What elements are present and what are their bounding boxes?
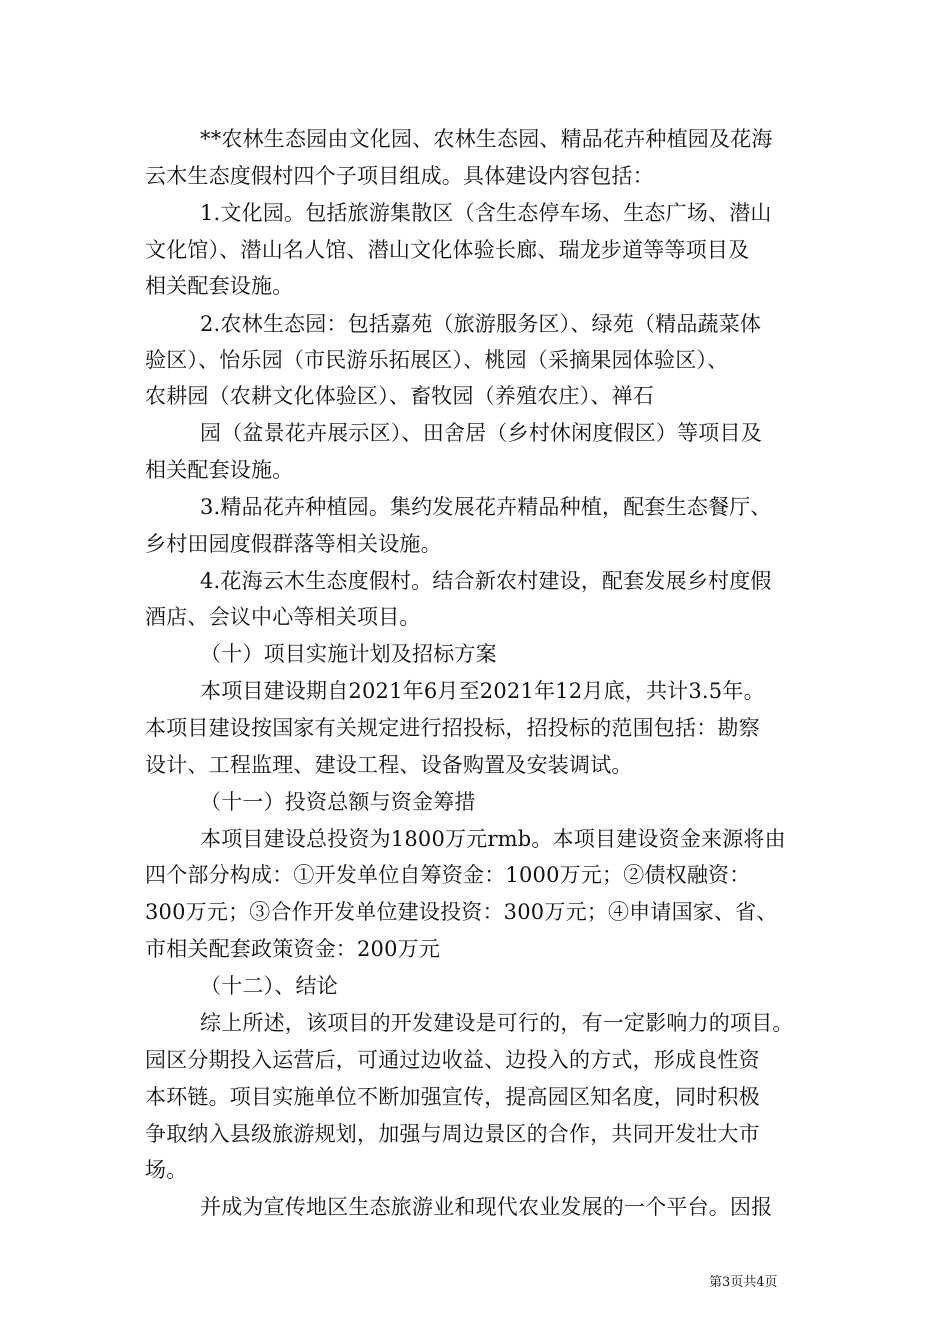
text-line-3: 1.文化园。包括旅游集散区（含生态停车场、生态广场、潜山 [200,201,772,225]
text-line-8: 农耕园（农耕文化体验区）、畜牧园（养殖农庄）、禅石 [145,384,654,408]
text-line-23: 市相关配套政策资金：200万元 [145,937,441,961]
text-line-26: 园区分期投入运营后，可通过边收益、边投入的方式，形成良性资 [145,1048,760,1072]
section-heading-10: （十）项目实施计划及招标方案 [200,642,497,666]
section-heading-11: （十一）投资总额与资金筹措 [200,790,476,814]
text-line-2: 云木生态度假村四个子项目组成。具体建设内容包括： [145,164,654,188]
text-line-14: 酒店、会议中心等相关项目。 [145,605,421,629]
text-line-4: 文化馆）、潜山名人馆、潜山文化体验长廊、瑞龙步道等等项目及 [145,238,750,262]
text-line-6: 2.农林生态园：包括嘉苑（旅游服务区）、绿苑（精品蔬菜体 [200,312,762,336]
text-line-11: 3.精品花卉种植园。集约发展花卉精品种植，配套生态餐厅、 [200,495,772,519]
text-line-21: 四个部分构成：①开发单位自筹资金：1000万元；②债权融资： [145,863,751,887]
text-line-27: 本环链。项目实施单位不断加强宣传，提高园区知名度，同时积极 [145,1085,760,1109]
text-line-1: **农林生态园由文化园、农林生态园、精品花卉种植园及花海 [200,127,773,151]
text-line-20: 本项目建设总投资为1800万元rmb。本项目建设资金来源将由 [200,827,786,851]
text-line-9: 园（盆景花卉展示区）、田舍居（乡村休闲度假区）等项目及 [200,421,762,445]
text-line-16: 本项目建设期自2021年6月至2021年12月底，共计3.5年。 [200,679,765,703]
text-line-29: 场。 [145,1158,188,1182]
text-line-30: 并成为宣传地区生态旅游业和现代农业发展的一个平台。因报 [200,1195,773,1219]
text-line-28: 争取纳入县级旅游规划，加强与周边景区的合作，共同开发壮大市 [145,1122,760,1146]
text-line-25: 综上所述，该项目的开发建设是可行的，有一定影响力的项目。 [200,1011,794,1035]
page-number-footer: 第3页共4页 [709,1275,778,1290]
section-heading-12: （十二）、结论 [200,974,338,998]
text-line-13: 4.花海云木生态度假村。结合新农村建设，配套发展乡村度假 [200,569,772,593]
text-line-7: 验区）、怡乐园（市民游乐拓展区）、桃园（采摘果园体验区）、 [145,348,729,372]
text-line-18: 设计、工程监理、建设工程、设备购置及安装调试。 [145,753,633,777]
text-line-17: 本项目建设按国家有关规定进行招投标，招投标的范围包括：勘察 [145,716,760,740]
text-line-22: 300万元；③合作开发单位建设投资：300万元；④申请国家、省、 [145,900,778,924]
text-line-12: 乡村田园度假群落等相关设施。 [145,532,442,556]
text-line-5: 相关配套设施。 [145,274,294,298]
text-line-10: 相关配套设施。 [145,458,294,482]
